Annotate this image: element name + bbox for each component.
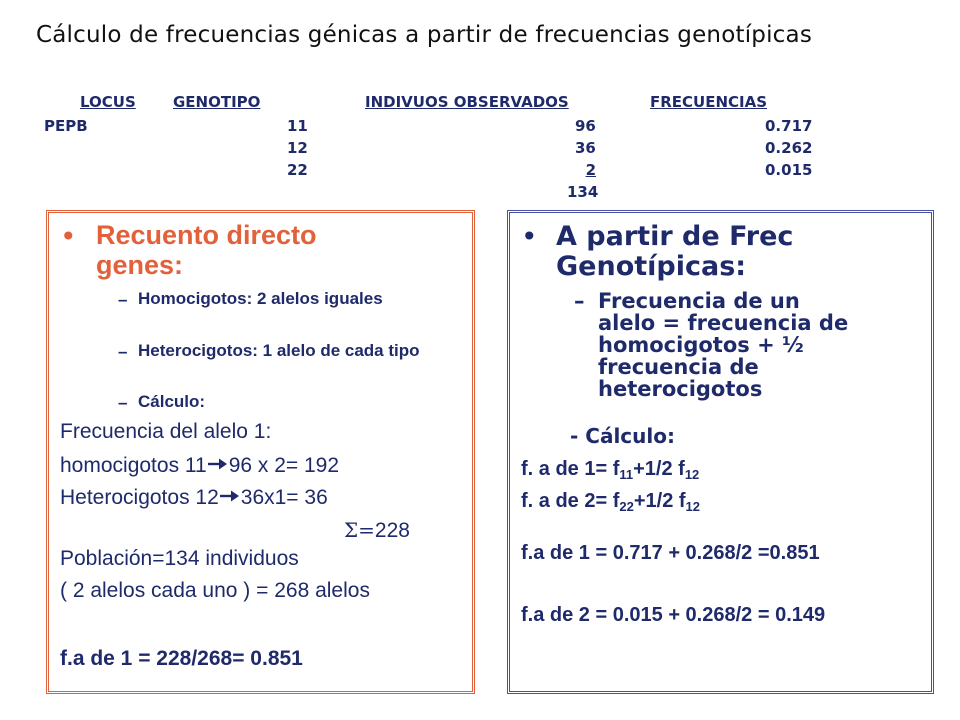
formula-allele2 bbox=[521, 490, 700, 514]
header-frecuencias: FRECUENCIAS bbox=[650, 93, 768, 111]
left-sub1-text: Homocigotos: 2 alelos iguales bbox=[138, 289, 383, 308]
formula2-sub2: 12 bbox=[685, 499, 701, 514]
heterocigotos-line bbox=[60, 486, 328, 510]
formula2-sub1: 22 bbox=[619, 499, 634, 514]
right-result1: f.a de 1 = 0.717 + 0.268/2 =0.851 bbox=[521, 542, 820, 564]
freq-allele-line: Frecuencia del alelo 1: bbox=[60, 420, 272, 443]
row1-observados: 96 bbox=[575, 117, 596, 135]
right-sub-line5: heterocigotos bbox=[598, 377, 763, 401]
left-bullet: • bbox=[60, 220, 77, 253]
header-observados: INDIVUOS OBSERVADOS bbox=[365, 93, 569, 111]
left-heading-line1: Recuento directo bbox=[96, 220, 317, 250]
left-sub3-dash: – bbox=[118, 393, 128, 412]
left-result: f.a de 1 = 228/268= 0.851 bbox=[60, 647, 303, 670]
sum-line bbox=[344, 518, 410, 543]
right-bullet: • bbox=[521, 220, 538, 253]
right-sub-dash: – bbox=[574, 289, 585, 313]
formula1-sub1: 11 bbox=[619, 467, 634, 482]
heterocigotos-value: 36x1= 36 bbox=[240, 486, 328, 509]
formula2-prefix: f. a de 2= f bbox=[521, 490, 620, 512]
right-heading-line2: Genotípicas: bbox=[556, 251, 747, 282]
row2-genotipo: 12 bbox=[287, 139, 308, 157]
right-heading-line1: A partir de Frec bbox=[556, 221, 794, 252]
locus-name: PEPB bbox=[44, 117, 88, 135]
formula1-prefix: f. a de 1= f bbox=[521, 458, 620, 480]
left-sub1-dash: – bbox=[118, 290, 128, 309]
header-genotipo: GENOTIPO bbox=[173, 93, 261, 111]
homocigotos-label: homocigotos 11 bbox=[60, 454, 207, 477]
right-sub-line2: alelo = frecuencia de bbox=[598, 311, 849, 335]
right-sub-line4: frecuencia de bbox=[598, 355, 759, 379]
left-sub3-text: Cálculo: bbox=[138, 392, 206, 411]
homocigotos-line bbox=[60, 454, 339, 478]
row3-observados: 2 bbox=[585, 161, 596, 179]
right-sub-line3: homocigotos + ½ bbox=[598, 333, 804, 357]
page-title: Cálculo de frecuencias génicas a partir de frecuencias genotípicas bbox=[36, 22, 813, 48]
direct-count-panel bbox=[46, 210, 475, 694]
row1-genotipo: 11 bbox=[287, 117, 308, 135]
row1-frecuencia: 0.717 bbox=[765, 117, 813, 135]
arrow-right-icon bbox=[207, 457, 229, 471]
total-observados: 134 bbox=[567, 183, 599, 201]
population-line: Población=134 individuos bbox=[60, 547, 299, 570]
heterocigotos-label: Heterocigotos 12 bbox=[60, 486, 219, 509]
left-sub2-dash: – bbox=[118, 342, 128, 361]
row2-frecuencia: 0.262 bbox=[765, 139, 813, 157]
row2-observados: 36 bbox=[575, 139, 596, 157]
header-locus: LOCUS bbox=[80, 93, 136, 111]
right-result2: f.a de 2 = 0.015 + 0.268/2 = 0.149 bbox=[521, 604, 826, 626]
sum-value: 228 bbox=[374, 519, 410, 542]
right-calc-label: - Cálculo: bbox=[570, 424, 675, 448]
formula-allele1 bbox=[521, 458, 699, 482]
arrow-right-icon bbox=[219, 489, 241, 503]
formula1-mid: +1/2 f bbox=[633, 458, 685, 480]
alleles-line: ( 2 alelos cada uno ) = 268 alelos bbox=[60, 579, 370, 602]
sum-symbol: Σ= bbox=[344, 518, 375, 542]
homocigotos-value: 96 x 2= 192 bbox=[228, 454, 340, 477]
left-heading-line2: genes: bbox=[96, 250, 184, 280]
right-sub-line1: Frecuencia de un bbox=[598, 289, 800, 313]
formula1-sub2: 12 bbox=[684, 467, 700, 482]
left-sub2-text: Heterocigotos: 1 alelo de cada tipo bbox=[138, 341, 420, 360]
row3-frecuencia: 0.015 bbox=[765, 161, 813, 179]
formula2-mid: +1/2 f bbox=[633, 490, 686, 512]
row3-genotipo: 22 bbox=[287, 161, 308, 179]
